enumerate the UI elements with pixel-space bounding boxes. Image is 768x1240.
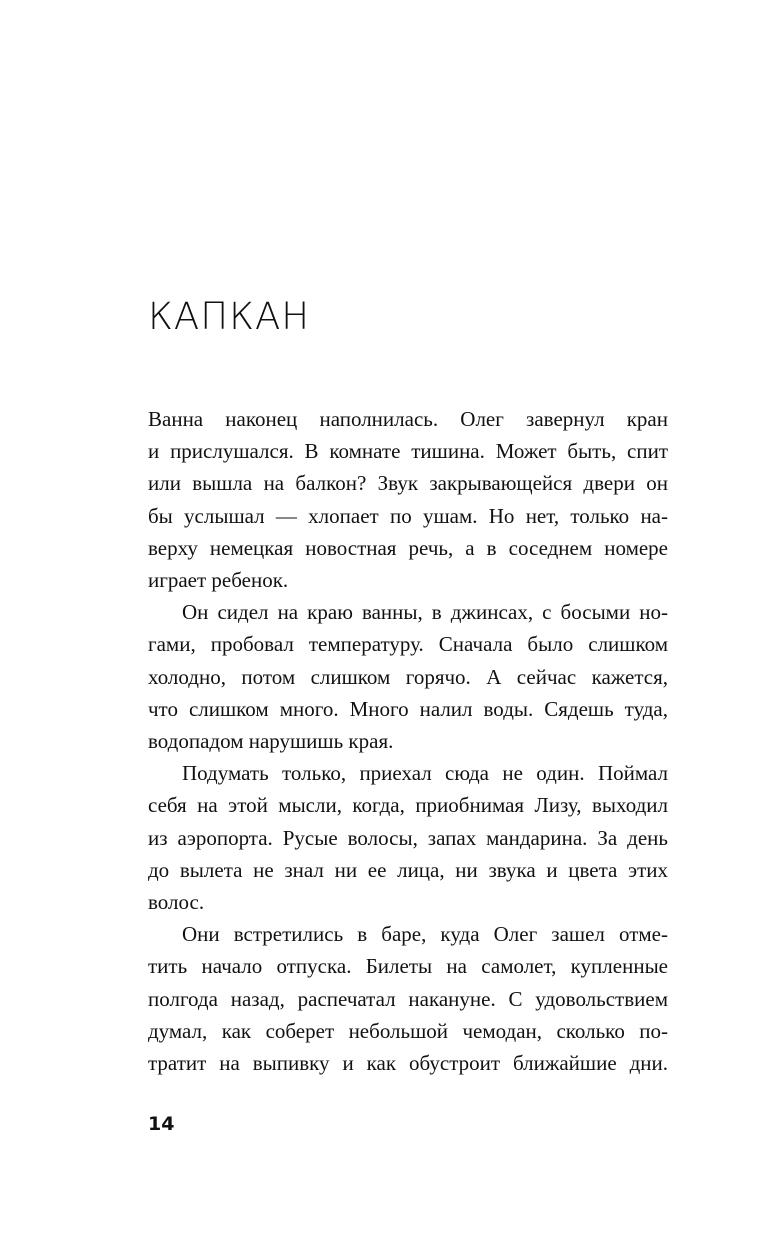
text-line: себя на этой мысли, когда, приобнимая Лизу, выходил [148, 793, 668, 818]
chapter-title: КАПКАН [148, 295, 311, 338]
paragraph [148, 757, 668, 918]
text-line: тить начало отпуска. Билеты на самолет, купленные [148, 954, 668, 979]
text-line: играет ребенок. [148, 568, 289, 593]
paragraph [148, 596, 668, 757]
text-line: Ванна наконец наполнилась. Олег завернул кран [148, 407, 668, 431]
text-line: до вылета не знал ни ее лица, ни звука и цвета этих [148, 857, 668, 882]
paragraph [148, 918, 668, 1079]
text-line: что слишком много. Много налил воды. Сядешь туда, [148, 696, 668, 721]
text-line: Подумать только, приехал сюда не один. Поймал [182, 761, 668, 786]
text-line: водопадом нарушишь края. [148, 729, 394, 754]
text-line: и прислушался. В комнате тишина. Может быть, спит [148, 439, 668, 464]
text-line: или вышла на балкон? Звук закрывающейся двери он [148, 471, 668, 496]
text-line: Они встретились в баре, куда Олег зашел отме- [182, 922, 668, 947]
text-line: из аэропорта. Русые волосы, запах мандарина. За день [148, 825, 668, 850]
page-number: 14 [148, 1113, 175, 1135]
text-line: полгода назад, распечатал накануне. С удовольствием [148, 986, 668, 1011]
paragraph [148, 403, 668, 596]
body-text [148, 403, 668, 1079]
text-line: верху немецкая новостная речь, а в соседнем номере [148, 535, 668, 560]
text-line: бы услышал — хлопает по ушам. Но нет, только на- [148, 503, 668, 528]
text-line: волос. [148, 890, 205, 915]
text-line: думал, как соберет небольшой чемодан, сколько по- [148, 1018, 668, 1043]
text-line: Он сидел на краю ванны, в джинсах, с босыми но- [182, 600, 668, 625]
text-line: холодно, потом слишком горячо. А сейчас кажется, [148, 664, 668, 689]
text-line: тратит на выпивку и как обустроит ближайшие дни. [148, 1051, 668, 1076]
text-line: гами, пробовал температуру. Сначала было слишком [148, 632, 668, 657]
